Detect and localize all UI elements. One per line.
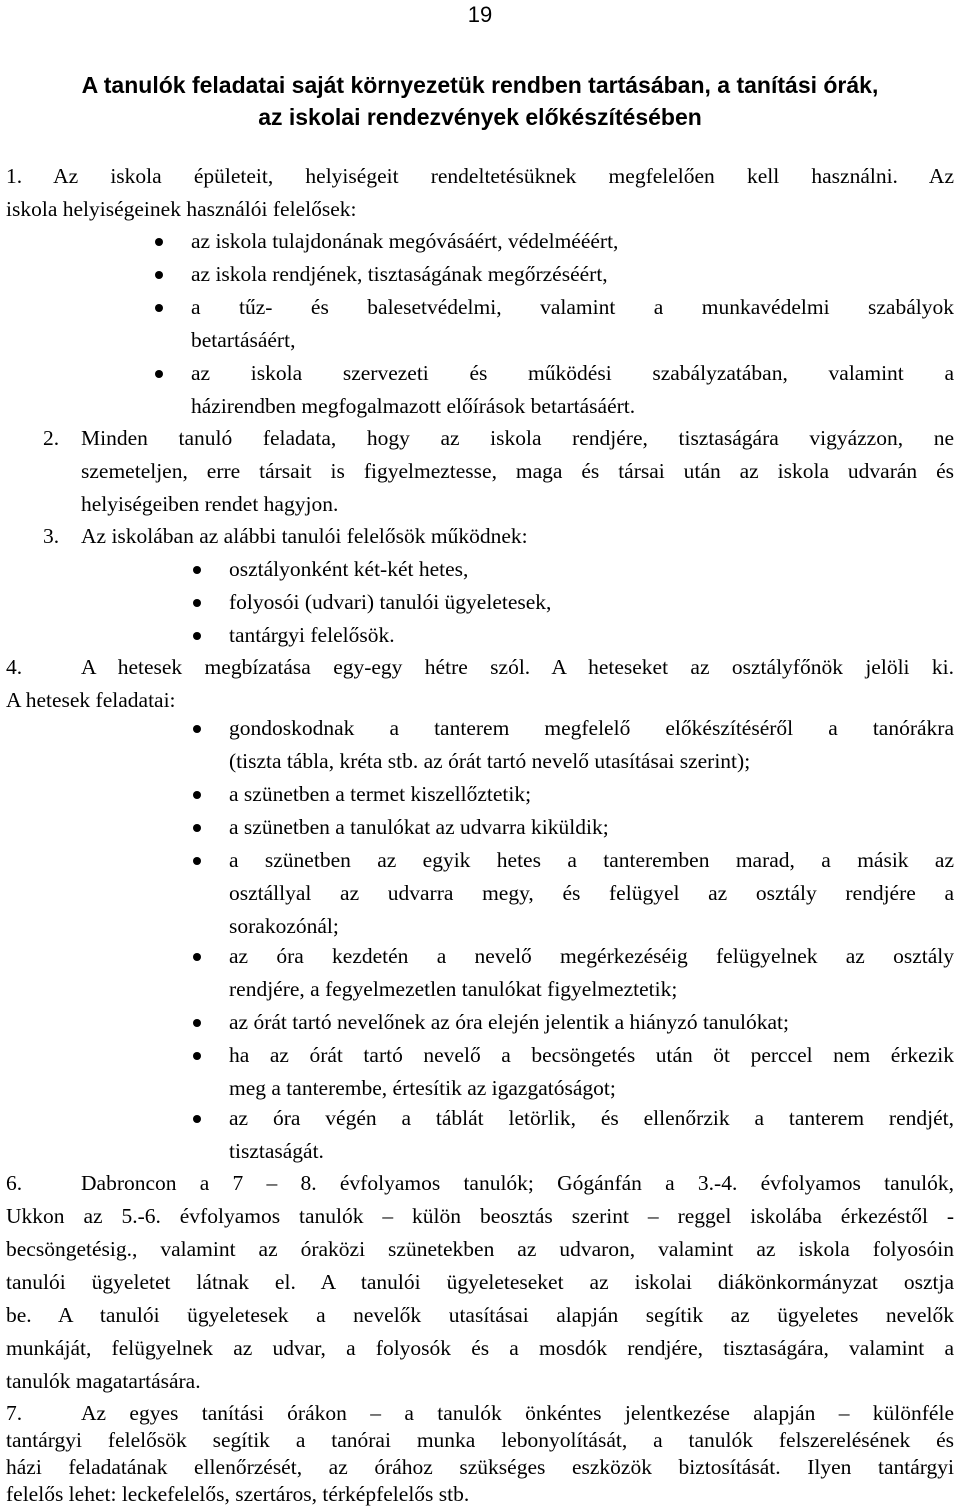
item-number: 2. bbox=[43, 426, 60, 450]
paragraph-line: A hetesek megbízatása egy-egy hétre szól. A heteseket az osztályfőnök jelöli ki. bbox=[81, 655, 954, 679]
list-item: az iskola rendjének, tisztaságának megőrzéséért, bbox=[191, 262, 608, 286]
bullet-dot bbox=[193, 857, 201, 865]
list-item: a tűz- és balesetvédelmi, valamint a munkavédelmi szabályok bbox=[191, 295, 954, 319]
list-item: ha az órát tartó nevelő a becsöngetés után öt perccel nem érkezik bbox=[229, 1043, 954, 1067]
section-heading-line-2: az iskolai rendezvények előkészítésében bbox=[258, 104, 702, 130]
paragraph-line: tanulói ügyeletet látnak el. A tanulói ügyeleteseket az iskolai diákönkormányzat osztja bbox=[6, 1270, 954, 1294]
item-number: 7. bbox=[6, 1401, 23, 1425]
list-item: tantárgyi felelősök. bbox=[229, 623, 395, 647]
list-item: az iskola szervezeti és működési szabályzatában, valamint a bbox=[191, 361, 954, 385]
paragraph-line: szemeteljen, erre társait is figyelmeztesse, maga és társai után az iskola udvarán és bbox=[81, 459, 954, 483]
paragraph-line: 1. Az iskola épületeit, helyiségeit rendeltetésüknek megfelelően kell használni. Az bbox=[6, 164, 954, 188]
paragraph-line: házi feladatának ellenőrzését, az órához szükséges eszközök biztosítását. Ilyen tantárgyi bbox=[6, 1455, 954, 1479]
list-item: a szünetben a tanulókat az udvarra kiküldik; bbox=[229, 815, 609, 839]
list-item: folyosói (udvari) tanulói ügyeletesek, bbox=[229, 590, 552, 614]
bullet-dot bbox=[193, 1052, 201, 1060]
bullet-dot bbox=[193, 824, 201, 832]
item-number: 4. bbox=[6, 655, 23, 679]
paragraph-line: munkáját, felügyelnek az udvar, a folyosók és a mosdók rendjére, tisztaságára, valamint a bbox=[6, 1336, 954, 1360]
bullet-dot bbox=[193, 632, 201, 640]
paragraph-line: Minden tanuló feladata, hogy az iskola rendjére, tisztaságára vigyázzon, ne bbox=[81, 426, 954, 450]
item-number: 3. bbox=[43, 524, 60, 548]
bullet-dot bbox=[155, 271, 163, 279]
paragraph-line: Ukkon az 5.-6. évfolyamos tanulók – külön beosztás szerint – reggel iskolába érkezéstől - bbox=[6, 1204, 954, 1228]
section-heading-line-1: A tanulók feladatai saját környezetük rendben tartásában, a tanítási órák, bbox=[81, 72, 879, 98]
bullet-dot bbox=[193, 725, 201, 733]
bullet-dot bbox=[155, 304, 163, 312]
item-number: 6. bbox=[6, 1171, 23, 1195]
bullet-dot bbox=[155, 238, 163, 246]
list-item: az órát tartó nevelőnek az óra elején jelentik a hiányzó tanulókat; bbox=[229, 1010, 789, 1034]
list-item-continuation: (tiszta tábla, kréta stb. az órát tartó nevelő utasításai szerint); bbox=[229, 749, 751, 773]
list-item: az iskola tulajdonának megóvásáért, védelmééért, bbox=[191, 229, 619, 253]
paragraph-line: tantárgyi felelősök segítik a tanórai munka lebonyolítását, a tanulók felszerelésének és bbox=[6, 1428, 954, 1452]
list-item: a szünetben a termet kiszellőztetik; bbox=[229, 782, 532, 806]
page-number: 19 bbox=[467, 2, 493, 27]
list-item: gondoskodnak a tanterem megfelelő előkészítéséről a tanórákra bbox=[229, 716, 954, 740]
paragraph-line: helyiségeiben rendet hagyjon. bbox=[81, 492, 339, 516]
list-item-continuation: tisztaságát. bbox=[229, 1139, 324, 1163]
bullet-dot bbox=[193, 791, 201, 799]
paragraph-line: felelős lehet: leckefelelős, szertáros, térképfelelős stb. bbox=[6, 1482, 470, 1506]
list-item: az óra végén a táblát letörlik, és ellenőrzik a tanterem rendjét, bbox=[229, 1106, 954, 1130]
list-item: a szünetben az egyik hetes a tanteremben marad, a másik az bbox=[229, 848, 954, 872]
paragraph-line: A hetesek feladatai: bbox=[6, 688, 176, 712]
list-item-continuation: sorakozónál; bbox=[229, 914, 339, 938]
list-item: az óra kezdetén a nevelő megérkezéséig felügyelnek az osztály bbox=[229, 944, 954, 968]
paragraph-line: be. A tanulói ügyeletesek a nevelők utasításai alapján segítik az ügyeletes nevelők bbox=[6, 1303, 954, 1327]
list-item-continuation: meg a tanterembe, értesítik az igazgatóságot; bbox=[229, 1076, 616, 1100]
bullet-dot bbox=[193, 953, 201, 961]
bullet-dot bbox=[193, 566, 201, 574]
list-item: osztályonként két-két hetes, bbox=[229, 557, 469, 581]
paragraph-line: becsöngetésig., valamint az óraközi szünetekben az udvaron, valamint az iskola folyosóin bbox=[6, 1237, 954, 1261]
bullet-dot bbox=[193, 1115, 201, 1123]
list-item-continuation: rendjére, a fegyelmezetlen tanulókat figyelmeztetik; bbox=[229, 977, 678, 1001]
paragraph-line: iskola helyiségeinek használói felelősek: bbox=[6, 197, 357, 221]
bullet-dot bbox=[193, 599, 201, 607]
paragraph-line: Az egyes tanítási órákon – a tanulók önkéntes jelentkezése alapján – különféle bbox=[81, 1401, 954, 1425]
paragraph-line: Az iskolában az alábbi tanulói felelősök működnek: bbox=[81, 524, 528, 548]
paragraph-line: Dabroncon a 7 – 8. évfolyamos tanulók; Gógánfán a 3.-4. évfolyamos tanulók, bbox=[81, 1171, 954, 1195]
bullet-dot bbox=[193, 1019, 201, 1027]
bullet-dot bbox=[155, 370, 163, 378]
list-item-continuation: betartásáért, bbox=[191, 328, 296, 352]
list-item-continuation: házirendben megfogalmazott előírások betartásáért. bbox=[191, 394, 636, 418]
list-item-continuation: osztállyal az udvarra megy, és felügyel az osztály rendjére a bbox=[229, 881, 954, 905]
paragraph-line: tanulók magatartására. bbox=[6, 1369, 201, 1393]
